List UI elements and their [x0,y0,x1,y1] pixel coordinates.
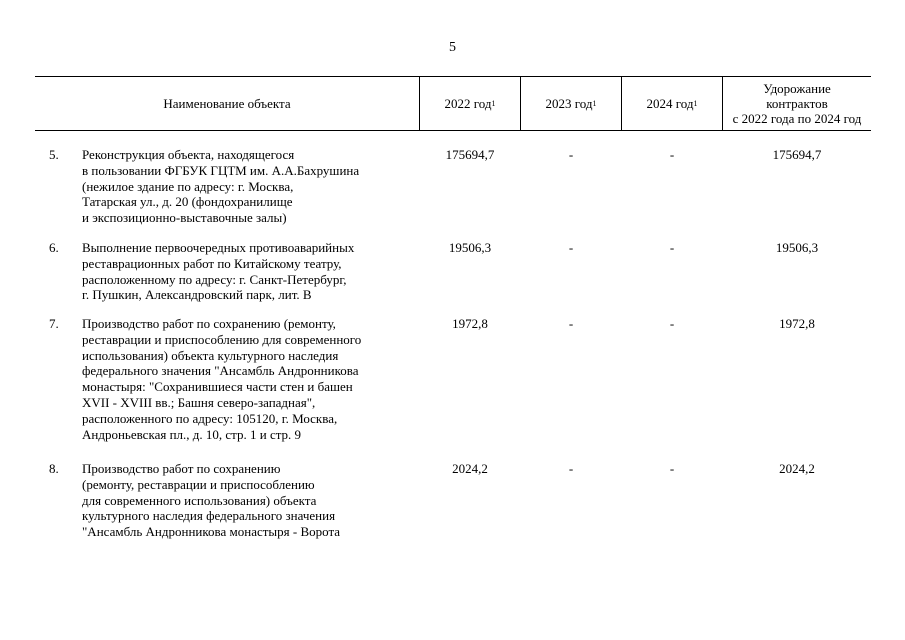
object-name-line: "Ансамбль Андронникова монастыря - Ворота [82,524,341,540]
object-name [82,147,359,226]
object-name-line: Выполнение первоочередных противоаварийных [82,240,355,255]
object-name-line: (нежилое здание по адресу: г. Москва, [82,178,294,194]
object-name [82,316,361,442]
object-name-line: в пользовании ФГБУК ГЦТМ им. А.А.Бахрушина [82,162,360,178]
value-2022: 19506,3 [448,240,492,255]
row-number: 5. [49,147,59,162]
object-name-line: расположенному по адресу: г. Санкт-Петербург, [82,271,347,287]
object-name-line: (ремонту, реставрации и приспособлению [82,476,315,492]
object-name-line: культурного наследия федерального значения [82,508,336,524]
value-cost-increase: 19506,3 [775,240,819,255]
value-2022: 1972,8 [452,316,488,331]
value-2022: 2024,2 [452,461,488,476]
object-name-line: реставрационных работ по Китайскому театру, [82,255,342,271]
row-number: 7. [49,316,59,331]
value-2024: - [669,240,675,255]
value-cost-increase: 175694,7 [772,147,822,162]
header-year-2023: 2023 год 1 [545,95,597,111]
row-number: 6. [49,240,59,255]
value-cost-increase: 1972,8 [779,316,815,331]
value-2024: - [669,461,675,476]
object-name-line: XVII - XVIII вв.; Башня северо-западная", [82,394,316,410]
object-name-line: Реконструкция объекта, находящегося [82,147,295,162]
object-name-line: Андроньевская пл., д. 10, стр. 1 и стр. 9 [82,426,302,442]
header-year-2024: 2024 год 1 [646,95,698,111]
value-cost-increase: 2024,2 [779,461,815,476]
object-name-line: Производство работ по сохранению [82,461,281,476]
row-number: 8. [49,461,59,476]
object-name-line: г. Пушкин, Александровский парк, лит. В [82,287,312,303]
value-2023: - [568,240,574,255]
object-name-line: для современного использования) объекта [82,492,317,508]
header-cost-increase: Удорожание контрактов с 2022 года по 2024 год [732,81,862,126]
object-name-line: федерального значения "Ансамбль Андронникова [82,363,359,379]
value-2024: - [669,316,675,331]
value-2023: - [568,316,574,331]
object-name-line: Производство работ по сохранению (ремонту, [82,316,336,331]
value-2024: - [669,147,675,162]
table-header [35,76,871,131]
value-2023: - [568,147,574,162]
header-object-name: Наименование объекта [163,95,291,111]
value-2023: - [568,461,574,476]
header-year-2022: 2022 год 1 [444,95,496,111]
object-name-line: монастыря: "Сохранившиеся части стен и башен [82,379,353,395]
object-name-line: Татарская ул., д. 20 (фондохранилище [82,194,293,210]
value-2022: 175694,7 [445,147,495,162]
object-name-line: использования) объекта культурного наследия [82,347,339,363]
object-name-line: и экспозиционно-выставочные залы) [82,210,287,226]
object-name [82,461,340,540]
object-name [82,240,354,303]
object-name-line: расположенного по адресу: 105120, г. Москва, [82,410,338,426]
page-number: 5 [449,40,456,55]
object-name-line: реставрации и приспособлению для современного [82,331,362,347]
